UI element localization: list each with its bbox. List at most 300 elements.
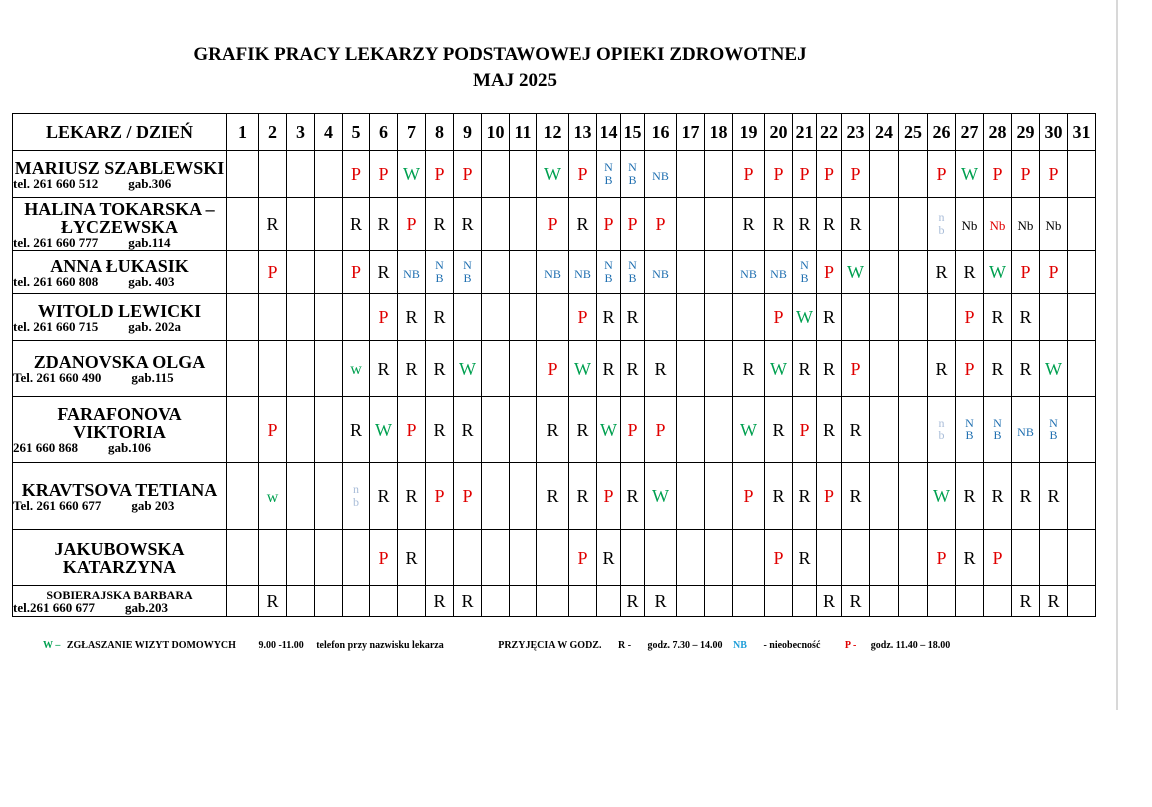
schedule-cell [537,397,569,463]
shift-code: R [626,591,639,611]
schedule-cell [482,341,510,397]
schedule-cell [793,198,817,251]
doctor-name: WITOLD LEWICKI [37,300,202,321]
schedule-cell [343,586,370,617]
schedule-cell [398,151,426,198]
schedule-cell [370,151,398,198]
shift-code: R [849,419,862,440]
schedule-cell [426,294,454,341]
shift-code: n b [938,415,945,443]
schedule-cell [733,251,765,294]
day-header-1: 1 [227,114,259,151]
schedule-cell [817,463,842,530]
shift-code: P [406,419,417,440]
schedule-cell [1040,341,1068,397]
shift-code: N B [1049,415,1058,443]
shift-code: NB [574,267,591,281]
schedule-cell [569,397,597,463]
schedule-cell [287,463,315,530]
schedule-cell [510,251,537,294]
doctor-phone: tel.261 660 677 [13,600,95,615]
doctor-name: HALINA TOKARSKA – [24,198,215,219]
doctor-phone: tel. 261 660 512 [13,175,99,191]
schedule-cell [370,251,398,294]
shift-code: R [602,307,615,327]
doctor-room: gab.106 [108,440,151,455]
schedule-cell [315,586,343,617]
doctor-name: ANNA ŁUKASIK [50,255,189,276]
schedule-cell [537,341,569,397]
schedule-cell [645,198,677,251]
schedule-cell [928,341,956,397]
schedule-cell [370,397,398,463]
schedule-cell [569,530,597,586]
schedule-cell [705,586,733,617]
doctor-phone: 261 660 868 [13,440,78,455]
schedule-cell [454,294,482,341]
schedule-cell [899,586,928,617]
schedule-cell [537,251,569,294]
schedule-cell [793,341,817,397]
schedule-cell [765,294,793,341]
shift-code: R [576,419,589,440]
legend [43,640,950,651]
schedule-cell [1068,294,1096,341]
schedule-cell [765,198,793,251]
shift-code: R [377,358,390,379]
schedule-cell [510,151,537,198]
shift-code: P [603,486,614,506]
schedule-cell [956,198,984,251]
schedule-cell [870,586,899,617]
shift-code: R [1047,591,1060,611]
schedule-cell [370,530,398,586]
schedule-cell [1068,251,1096,294]
day-header-3: 3 [287,114,315,151]
shift-code: R [626,358,639,379]
doctor-row [13,397,1096,463]
shift-code: P [267,419,278,440]
schedule-cell [870,198,899,251]
shift-code: P [936,164,947,184]
schedule-cell [621,341,645,397]
doctor-info [13,198,227,251]
shift-code: NB [740,267,757,281]
schedule-cell [793,151,817,198]
schedule-cell [928,198,956,251]
schedule-cell [259,463,287,530]
shift-code: N B [628,160,637,187]
shift-code: P [1020,262,1031,282]
shift-code: R [772,214,785,234]
schedule-cell [1012,294,1040,341]
schedule-cell [1040,198,1068,251]
doctor-row [13,586,1096,617]
schedule-cell [343,463,370,530]
day-header-2: 2 [259,114,287,151]
day-header-31: 31 [1068,114,1096,151]
shift-code: P [378,547,389,568]
shift-code: R [433,358,446,379]
day-header-22: 22 [817,114,842,151]
schedule-cell [842,341,870,397]
schedule-cell [765,251,793,294]
shift-code: R [1019,358,1032,379]
schedule-cell [733,198,765,251]
shift-code: P [992,547,1003,568]
shift-code: R [849,214,862,234]
shift-code: R [377,214,390,234]
shift-code: R [461,214,474,234]
schedule-cell [537,463,569,530]
day-header-12: 12 [537,114,569,151]
shift-code: R [433,307,446,327]
schedule-cell [569,586,597,617]
schedule-cell [870,151,899,198]
schedule-cell [343,530,370,586]
legend-w-code: W – [43,640,61,651]
schedule-cell [537,530,569,586]
doctor-row [13,151,1096,198]
shift-code: N B [965,415,974,443]
schedule-cell [793,463,817,530]
schedule-cell [1012,198,1040,251]
doctor-name: MARIUSZ SZABLEWSKI [14,157,225,178]
day-header-4: 4 [315,114,343,151]
schedule-cell [315,341,343,397]
shift-code: P [350,164,361,184]
shift-code: N B [435,258,444,285]
shift-code: P [799,419,810,440]
shift-code: R [963,486,976,506]
shift-code: N B [800,258,809,285]
shift-code: R [935,358,948,379]
shift-code: P [406,214,417,234]
shift-code: R [266,214,279,234]
day-header-26: 26 [928,114,956,151]
doctor-name: ZDANOVSKA OLGA [33,352,206,372]
shift-code: W [961,164,978,184]
schedule-cell [870,341,899,397]
schedule-cell [793,397,817,463]
shift-code: N B [993,415,1002,443]
shift-code: R [546,419,559,440]
schedule-cell [510,198,537,251]
schedule-cell [621,294,645,341]
schedule-cell [733,463,765,530]
day-header-7: 7 [398,114,426,151]
shift-code: N B [628,258,637,285]
schedule-cell [956,586,984,617]
schedule-cell [793,586,817,617]
shift-code: R [433,419,446,440]
shift-code: R [849,591,862,611]
doctor-name-cont: ŁYCZEWSKA [60,216,179,237]
schedule-cell [842,198,870,251]
schedule-cell [817,198,842,251]
schedule-cell [705,251,733,294]
schedule-cell [817,294,842,341]
schedule-cell [870,294,899,341]
shift-code: R [963,547,976,568]
schedule-cell [870,251,899,294]
schedule-cell [398,397,426,463]
shift-code: W [652,486,669,506]
schedule-cell [705,341,733,397]
schedule-cell [793,294,817,341]
schedule-cell [482,198,510,251]
legend-r-hours: godz. 7.30 – 14.00 [647,640,723,651]
shift-code: NB [652,169,669,183]
legend-nb-text: - nieobecność [763,640,821,651]
day-header-30: 30 [1040,114,1068,151]
schedule-cell [454,341,482,397]
schedule-cell [705,198,733,251]
schedule-cell [482,151,510,198]
schedule-cell [343,251,370,294]
doctor-phone: tel. 261 660 777 [13,234,99,250]
schedule-cell [928,294,956,341]
schedule-cell [1040,294,1068,341]
doctor-info [13,397,227,463]
shift-code: R [654,358,667,379]
doctor-room: gab.203 [124,600,168,615]
schedule-cell [1012,397,1040,463]
schedule-cell [227,251,259,294]
shift-code: R [1019,591,1032,611]
shift-code: P [773,307,784,327]
shift-code: R [1019,486,1032,506]
schedule-cell [984,530,1012,586]
day-header-19: 19 [733,114,765,151]
schedule-cell [454,151,482,198]
day-header-29: 29 [1012,114,1040,151]
shift-code: W [600,419,617,440]
shift-code: R [1047,486,1060,506]
shift-code: R [798,486,811,506]
doctor-row [13,530,1096,586]
schedule-cell [899,251,928,294]
schedule-cell [733,341,765,397]
shift-code: R [626,307,639,327]
schedule-cell [343,198,370,251]
schedule-cell [956,294,984,341]
shift-code: P [799,164,810,184]
schedule-cell [984,341,1012,397]
doctor-room: gab.114 [128,234,171,250]
day-header-21: 21 [793,114,817,151]
schedule-cell [765,151,793,198]
schedule-cell [343,294,370,341]
shift-code: P [547,214,558,234]
schedule-cell [287,397,315,463]
doctor-info [13,151,227,198]
schedule-cell [621,198,645,251]
schedule-cell [1068,341,1096,397]
doctor-row [13,198,1096,251]
schedule-cell [315,463,343,530]
schedule-cell [370,586,398,617]
doctor-phone: Tel. 261 660 677 [13,497,102,513]
schedule-cell [597,341,621,397]
shift-code: P [743,164,754,184]
shift-code: Nb [989,218,1006,233]
doctor-room: gab.306 [128,175,172,191]
schedule-cell [569,294,597,341]
schedule-cell [537,586,569,617]
schedule-cell [370,198,398,251]
schedule-cell [569,251,597,294]
schedule-cell [899,397,928,463]
schedule-cell [621,397,645,463]
schedule-cell [227,198,259,251]
schedule-cell [597,586,621,617]
shift-code: P [850,358,861,379]
schedule-cell [984,586,1012,617]
schedule-cell [259,530,287,586]
doctor-phone: tel. 261 660 715 [13,318,99,334]
day-header-25: 25 [899,114,928,151]
schedule-cell [842,294,870,341]
shift-code: R [377,486,390,506]
shift-code: P [823,164,834,184]
schedule-cell [984,463,1012,530]
shift-code: P [350,262,361,282]
day-header-17: 17 [677,114,705,151]
schedule-cell [817,397,842,463]
schedule-cell [597,151,621,198]
schedule-cell [984,294,1012,341]
schedule-cell [956,251,984,294]
schedule-cell [510,294,537,341]
schedule-cell [984,151,1012,198]
page-subtitle: MAJ 2025 [473,70,557,91]
schedule-cell [677,463,705,530]
schedule-cell [259,151,287,198]
schedule-cell [398,463,426,530]
doctor-name: KRAVTSOVA TETIANA [21,479,218,500]
schedule-cell [343,341,370,397]
schedule-cell [645,151,677,198]
doctor-info [13,530,227,586]
schedule-cell [227,294,259,341]
schedule-cell [842,586,870,617]
shift-code: P [378,307,389,327]
shift-code: NB [652,267,669,281]
shift-code: n b [353,482,359,509]
shift-code: P [964,307,975,327]
legend-p-code: P - [844,640,857,651]
day-header-6: 6 [370,114,398,151]
schedule-cell [1012,586,1040,617]
schedule-cell [426,251,454,294]
schedule-cell [227,397,259,463]
schedule-cell [984,397,1012,463]
doctor-room: gab. 202a [128,318,181,334]
schedule-cell [899,463,928,530]
schedule-cell [956,151,984,198]
schedule-cell [1068,463,1096,530]
shift-code: P [992,164,1003,184]
shift-code: P [547,358,558,379]
schedule-cell [343,397,370,463]
doctor-row [13,294,1096,341]
schedule-cell [227,586,259,617]
schedule-cell [1012,151,1040,198]
schedule-cell [287,294,315,341]
shift-code: w [266,488,279,506]
shift-code: R [742,214,755,234]
shift-code: R [772,486,785,506]
schedule-cell [677,397,705,463]
schedule-cell [817,530,842,586]
shift-code: R [849,486,862,506]
shift-code: W [770,358,787,379]
schedule-cell [793,530,817,586]
schedule-table [12,113,1096,617]
schedule-cell [733,151,765,198]
schedule-cell [928,586,956,617]
shift-code: P [1048,164,1059,184]
schedule-cell [370,341,398,397]
shift-code: R [1019,307,1032,327]
schedule-cell [537,294,569,341]
schedule-cell [482,530,510,586]
schedule-cell [1068,397,1096,463]
day-header-28: 28 [984,114,1012,151]
shift-code: R [798,214,811,234]
schedule-cell [398,530,426,586]
schedule-cell [315,530,343,586]
schedule-cell [793,251,817,294]
legend-nb-code: NB [733,640,747,651]
schedule-cell [454,530,482,586]
shift-code: W [740,419,757,440]
shift-code: P [267,262,278,282]
schedule-cell [1012,341,1040,397]
schedule-cell [956,397,984,463]
shift-code: R [405,486,418,506]
schedule-cell [1012,251,1040,294]
schedule-cell [370,463,398,530]
day-header-18: 18 [705,114,733,151]
shift-code: P [1048,262,1059,282]
schedule-cell [984,198,1012,251]
schedule-cell [677,294,705,341]
shift-code: W [989,262,1006,282]
schedule-cell [842,463,870,530]
shift-code: R [822,214,835,234]
shift-code: P [603,214,614,234]
schedule-cell [259,341,287,397]
shift-code: P [773,164,784,184]
schedule-cell [956,341,984,397]
shift-code: P [655,419,666,440]
doctor-room: gab.115 [131,370,174,385]
schedule-cell [259,294,287,341]
shift-code: P [823,262,834,282]
schedule-cell [398,341,426,397]
schedule-cell [259,198,287,251]
shift-code: n b [938,210,945,237]
schedule-cell [621,586,645,617]
shift-code: P [462,164,473,184]
schedule-cell [621,151,645,198]
shift-code: R [991,358,1004,379]
legend-admissions: PRZYJĘCIA W GODZ. [498,640,602,651]
shift-code: R [405,307,418,327]
doctor-room: gab 203 [131,497,175,513]
